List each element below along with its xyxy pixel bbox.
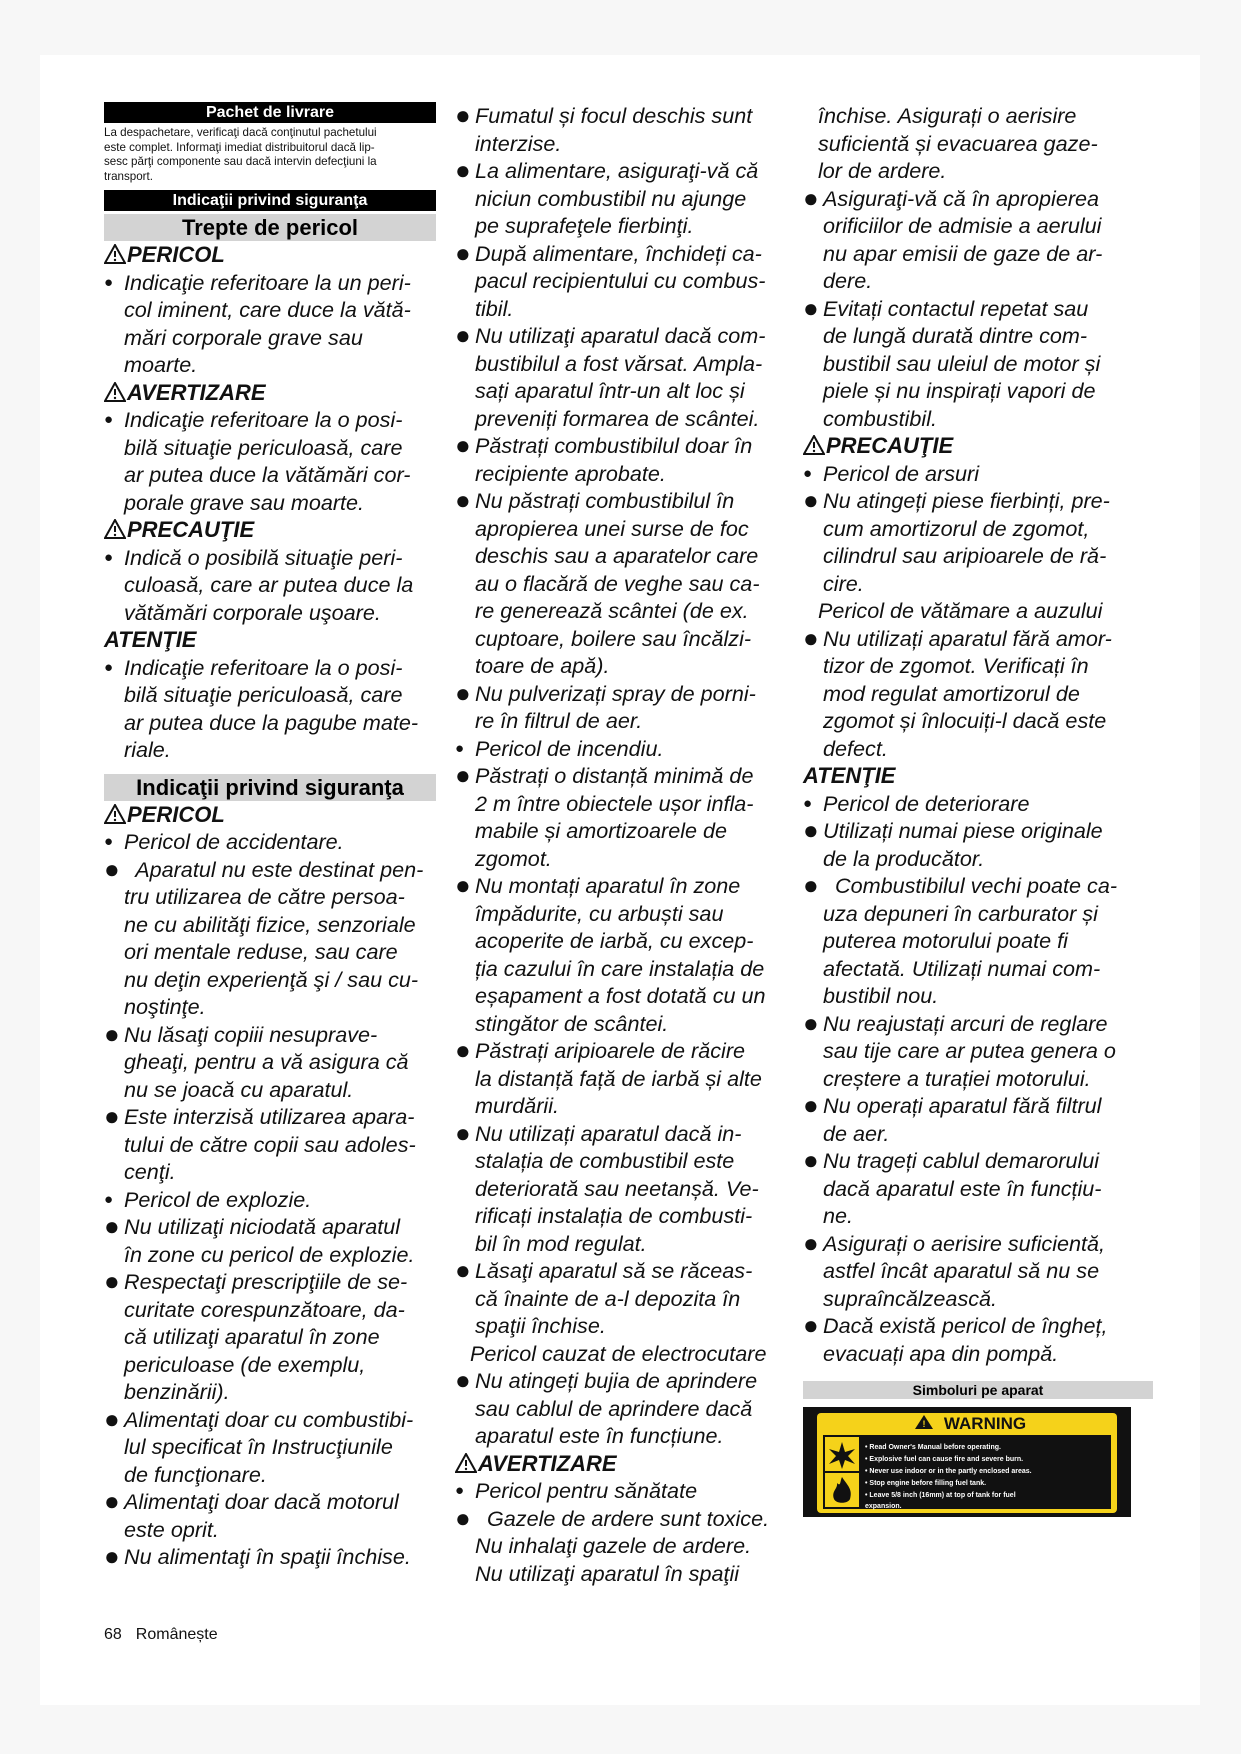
text-line: Nu atingeți piese fierbinți, pre- — [823, 488, 1110, 513]
bullet-icon: ● — [455, 677, 471, 708]
text-line: Asigurați o aerisire suficientă, — [823, 1230, 1106, 1256]
list-item — [455, 1477, 805, 1505]
page-number: 68 — [104, 1626, 122, 1643]
text-line: bil în mod regulat. — [475, 1230, 647, 1256]
text-line: noştinţe. — [124, 994, 206, 1019]
label-line: • Stop engine before filling fuel tank. — [865, 1480, 987, 1487]
list-item — [803, 1092, 1153, 1147]
bullet-icon: ● — [104, 1211, 120, 1241]
label-line: • Read Owner's Manual before operating. — [865, 1444, 1001, 1451]
text-line: niciun combustibil nu ajunge — [475, 185, 747, 211]
text-line: puterea motorului poate fi — [823, 928, 1068, 953]
text-line: tului de către copii sau adoles- — [124, 1131, 416, 1157]
list-item — [455, 1117, 805, 1258]
bullet-icon: ● — [104, 833, 114, 850]
text-line: au o flacără de veghe sau ca- — [475, 570, 760, 596]
bullet-icon: ● — [455, 1255, 471, 1285]
text-line: suficientă și evacuarea gaze- — [818, 130, 1098, 156]
text-line: supraîncălzească. — [823, 1285, 998, 1311]
text-line: re în filtrul de aer. — [475, 708, 643, 733]
text-line: Nu utilizaţi niciodată aparatul — [124, 1214, 401, 1239]
safety-list — [104, 828, 436, 1571]
bullet-icon: ● — [455, 155, 471, 185]
text-line: Indicaţie referitoare la o posi- — [124, 654, 403, 680]
text-line: lor de ardere. — [818, 158, 947, 183]
text-line: uza depuneri în carburator și — [823, 900, 1098, 926]
bullet-icon: ● — [104, 411, 114, 428]
text-line: Asiguraţi-vă că în apropierea — [823, 185, 1100, 211]
column-1 — [104, 102, 436, 1571]
warning-head-label: PRECAUŢIE — [826, 433, 954, 458]
list-item — [455, 237, 805, 323]
text-line: zgomot și înlocuiți-l dacă este — [823, 708, 1107, 733]
text-line: benzinării). — [124, 1379, 230, 1404]
bullet-icon: ● — [803, 1007, 819, 1038]
label-heading: WARNING — [943, 1414, 1027, 1433]
text-line: Aparatul nu este destinat pen- — [124, 856, 424, 882]
warning-head-label: PERICOL — [127, 242, 225, 267]
text-line: afectată. Utilizați numai com- — [823, 955, 1101, 981]
bullet-icon: ● — [803, 1090, 819, 1120]
text-line: ne cu abilităţi fizice, senzoriale — [124, 911, 416, 937]
text-line: Nu inhalaţi gazele de ardere. — [475, 1533, 752, 1558]
text-line: în zone cu pericol de explozie. — [124, 1241, 415, 1267]
text-line: este oprit. — [124, 1516, 219, 1542]
text-line: bustibil nou. — [823, 983, 939, 1008]
text-line: Nu lăsaţi copiii nesuprave- — [124, 1021, 378, 1047]
warning-head-avertizare — [104, 379, 436, 407]
list-item — [803, 790, 1153, 818]
label-line: • Never use indoor or in the partly enclosed areas. — [865, 1468, 1032, 1475]
text-line: tibil. — [475, 295, 514, 321]
text-line: de lungă durată dintre com- — [823, 323, 1088, 348]
bullet-icon: ● — [455, 237, 471, 268]
warning-triangle-icon — [104, 804, 126, 824]
text-line: Indică o posibilă situaţie peri- — [124, 544, 403, 570]
text-line: dere. — [823, 268, 873, 293]
text-line: Pericol de arsuri — [823, 460, 980, 486]
list-item — [455, 487, 805, 680]
column-2 — [455, 102, 805, 1587]
bullet-icon: ● — [455, 1482, 465, 1499]
text-line: mări corporale grave sau — [124, 324, 363, 350]
column-3 — [803, 102, 1153, 1517]
warning-head — [803, 762, 1153, 790]
text-line: cilindrul sau aripioarele de ră- — [823, 543, 1107, 568]
text-line: ori mentale reduse, sau care — [124, 939, 398, 964]
delivery-text-line: transport. — [104, 169, 153, 183]
bullet-icon: ● — [104, 1403, 120, 1434]
safety-heading: Indicaţii privind siguranţa — [104, 190, 436, 211]
warning-head — [803, 432, 1153, 460]
text-line: Nu păstrați combustibilul în — [475, 488, 735, 513]
text-line: Nu utilizaţi aparatul dacă com- — [475, 323, 766, 348]
list-item — [455, 677, 805, 735]
text-line: sau cablul de aprindere dacă — [475, 1395, 753, 1421]
bullet-icon: ● — [104, 1190, 114, 1208]
text-line: de funcţionare. — [124, 1461, 267, 1487]
text-line: La alimentare, asiguraţi-vă că — [475, 158, 759, 183]
text-line: combustibil. — [823, 405, 938, 431]
text-line: spaţii închise. — [475, 1313, 606, 1338]
bullet-icon: ● — [803, 292, 819, 323]
list-item — [455, 432, 805, 487]
text-line: recipiente aprobate. — [475, 460, 666, 486]
list-item — [104, 544, 436, 627]
list-item — [803, 1312, 1153, 1367]
symbols-heading: Simboluri pe aparat — [803, 1381, 1153, 1399]
text-line: stingător de scântei. — [475, 1010, 669, 1036]
text-line: vătămări corporale uşoare. — [124, 599, 381, 625]
warning-head-label: PRECAUŢIE — [127, 517, 255, 542]
text-line: acoperite de iarbă, cu excep- — [475, 928, 754, 953]
page-footer — [104, 1626, 232, 1644]
text-line: tru utilizarea de către persoa- — [124, 884, 405, 909]
text-line: 2 m între obiectele ușor infla- — [475, 790, 754, 816]
warning-head-pericol — [104, 241, 436, 269]
bullet-icon: ● — [104, 1541, 120, 1571]
text-line: ția cazului în care instalația de — [475, 955, 765, 981]
bullet-icon: ● — [803, 794, 813, 812]
bullet-icon: ● — [104, 548, 114, 566]
list-item — [455, 1037, 805, 1120]
warning-triangle-icon — [104, 382, 126, 402]
warning-head — [455, 1450, 805, 1478]
text-line: preveniți formarea de scântei. — [475, 405, 760, 431]
text-line: creștere a turației motorului. — [823, 1065, 1091, 1091]
label-line: • Leave 5/8 inch (16mm) at top of tank for fuel — [865, 1492, 1016, 1499]
text-line: Pericol de explozie. — [124, 1186, 312, 1212]
text-line: Nu operați aparatul fără filtrul — [823, 1093, 1102, 1118]
warning-triangle-icon — [803, 435, 825, 455]
text-line: murdării. — [475, 1093, 559, 1118]
text-line: defect. — [823, 735, 888, 761]
text-line: toare de apă). — [475, 653, 610, 678]
list-item — [803, 460, 1153, 488]
text-line: Este interzisă utilizarea apara- — [124, 1104, 415, 1129]
text-line: curitate corespunzătoare, da- — [124, 1296, 405, 1322]
safety-heading-2: Indicaţii privind siguranţa — [104, 774, 436, 801]
bullet-icon: ● — [455, 485, 471, 515]
text-line: Pericol de accidentare. — [124, 829, 344, 854]
delivery-text-line: este complet. Informaţi imediat distribuitorul dacă lip- — [104, 140, 375, 154]
text-line: piele și nu inspirați vapori de — [823, 378, 1096, 403]
text-line: Combustibilul vechi poate ca- — [823, 873, 1118, 898]
bullet-icon: ● — [104, 1018, 120, 1049]
text-line: bilă situaţie periculoasă, care — [124, 434, 403, 460]
warning-label-image — [803, 1407, 1131, 1517]
list-item — [104, 1403, 436, 1489]
warning-head-precautie — [104, 516, 436, 544]
text-line: cire. — [823, 570, 864, 596]
text-line: col iminent, care duce la vătă- — [124, 297, 411, 322]
list-item — [104, 1543, 436, 1571]
text-line: de aer. — [823, 1120, 890, 1146]
warning-head-label: AVERTIZARE — [127, 379, 266, 405]
bullet-icon: ● — [455, 1365, 471, 1395]
warning-head-pericol-2 — [104, 801, 436, 829]
warning-head-atentie: ATENŢIE — [104, 627, 197, 652]
text-line: tizor de zgomot. Verificați în — [823, 653, 1089, 678]
text-line: nu apar emisii de gaze de ar- — [823, 240, 1103, 266]
text-line: porale grave sau moarte. — [124, 489, 365, 515]
list-item — [104, 828, 436, 856]
text-line: cum amortizorul de zgomot, — [823, 515, 1090, 541]
list-item — [104, 1018, 436, 1104]
list-item — [104, 1186, 436, 1214]
bullet-icon: ● — [455, 100, 471, 130]
list-item — [803, 1147, 1153, 1230]
list-item — [803, 622, 1153, 763]
text-line: mabile și amortizoarele de — [475, 818, 728, 843]
svg-text:!: ! — [922, 1419, 926, 1429]
text-line: Păstrați o distanță minimă de — [475, 763, 754, 788]
text-line: Fumatul și focul deschis sunt — [475, 103, 753, 128]
list-item — [803, 597, 1153, 625]
safety-list — [455, 102, 805, 1587]
text-line: cenţi. — [124, 1159, 176, 1184]
text-line: Pericol cauzat de electrocutare — [470, 1340, 767, 1366]
bullet-icon: ● — [455, 1117, 471, 1148]
text-line: Nu reajustați arcuri de reglare — [823, 1010, 1108, 1036]
text-line: Nu alimentaţi în spaţii închise. — [124, 1544, 411, 1569]
text-line: deschis sau a aparatelor care — [475, 543, 759, 568]
list-item — [803, 182, 1153, 295]
text-line: riale. — [124, 737, 171, 762]
list-item — [104, 654, 436, 764]
list-item — [104, 1213, 436, 1268]
text-line: bustibil sau uleiul de motor și — [823, 350, 1101, 376]
text-line: Nu utilizați aparatul fără amor- — [823, 625, 1112, 651]
text-line: Utilizați numai piese originale — [823, 818, 1103, 843]
text-line: astfel încât aparatul să nu se — [823, 1258, 1100, 1283]
list-item — [104, 853, 436, 1021]
text-line: Respectaţi prescripţiile de se- — [124, 1269, 408, 1294]
text-line: Nu atingeți bujia de aprindere — [475, 1368, 758, 1393]
bullet-icon: ● — [803, 182, 819, 213]
delivery-text — [104, 126, 436, 184]
text-line: sați aparatul într-un alt loc și — [475, 378, 745, 403]
bullet-icon: ● — [104, 1101, 120, 1131]
list-item — [455, 1502, 805, 1588]
text-line: Nu utilizați aparatul dacă in- — [475, 1120, 742, 1146]
warning-triangle-icon — [104, 244, 126, 264]
list-item — [104, 269, 436, 379]
bullet-icon: ● — [803, 622, 819, 653]
list-item — [455, 102, 805, 157]
text-line: După alimentare, închideți ca- — [475, 240, 762, 266]
delivery-text-line: sesc părţi componente sau dacă intervin defecţiuni la — [104, 155, 377, 168]
text-line: Dacă există pericol de îngheț, — [823, 1313, 1108, 1338]
bullet-icon: ● — [455, 1502, 471, 1533]
list-item — [104, 1268, 436, 1406]
text-line: Alimentaţi doar dacă motorul — [124, 1489, 399, 1514]
text-line: orificiilor de admisie a aerului — [823, 213, 1102, 238]
label-line: • Explosive fuel can cause fire and severe burn. — [865, 1456, 1024, 1463]
list-item — [455, 1367, 805, 1450]
list-item — [455, 157, 805, 240]
list-item — [803, 292, 1153, 433]
bullet-icon: ● — [455, 739, 465, 757]
text-line: nu se joacă cu aparatul. — [124, 1076, 354, 1102]
list-item — [104, 1488, 436, 1543]
text-line: culoasă, care ar putea duce la — [124, 572, 414, 597]
bullet-icon: ● — [803, 1310, 819, 1340]
label-line: expansion. — [865, 1503, 902, 1510]
text-line: de la producător. — [823, 845, 985, 871]
text-line: Alimentaţi doar cu combustibi- — [124, 1406, 414, 1432]
list-item — [104, 1103, 436, 1186]
bullet-icon: ● — [455, 1035, 471, 1065]
text-line: pe suprafeţele fierbinţi. — [475, 213, 694, 238]
text-line: cuptoare, boilere sau încălzi- — [475, 625, 752, 651]
safety-list — [803, 102, 1153, 1367]
bullet-icon: ● — [104, 1486, 120, 1516]
text-line: rificați instalația de combusti- — [475, 1203, 753, 1228]
text-line: Lăsaţi aparatul să se răceas- — [475, 1258, 753, 1283]
bullet-icon: ● — [104, 853, 120, 884]
text-line: ar putea duce la vătămări cor- — [124, 462, 411, 487]
list-item — [803, 1007, 1153, 1093]
list-item — [803, 817, 1153, 872]
text-line: re generează scântei (de ex. — [475, 598, 749, 623]
text-line: Indicaţie referitoare la o posi- — [124, 407, 403, 432]
text-line: pacul recipientului cu combus- — [475, 268, 766, 293]
warning-triangle-icon — [455, 1453, 477, 1473]
bullet-icon: ● — [803, 870, 819, 900]
text-line: lul specificat în Instrucţiunile — [124, 1434, 393, 1459]
list-item — [455, 1257, 805, 1340]
text-line: Păstrați combustibilul doar în — [475, 433, 753, 458]
list-item — [104, 406, 436, 516]
text-line: Evitați contactul repetat sau — [823, 295, 1089, 321]
text-line: zgomot. — [475, 845, 552, 871]
bullet-icon: ● — [455, 870, 471, 900]
warning-head-label: ATENŢIE — [803, 763, 896, 788]
text-line: sau tije care ar putea genera o — [823, 1038, 1116, 1063]
bullet-icon: ● — [104, 1266, 120, 1296]
list-item — [455, 762, 805, 872]
list-item — [455, 735, 805, 763]
bullet-icon: ● — [104, 658, 114, 676]
text-line: bustibilul a fost vărsat. Ampla- — [475, 350, 763, 376]
text-line: apropierea unei surse de foc — [475, 515, 749, 541]
list-item — [803, 872, 1153, 1010]
text-line: aparatul este în funcțiune. — [475, 1423, 724, 1448]
text-line: bilă situaţie periculoasă, care — [124, 682, 403, 707]
text-line: evacuați apa din pompă. — [823, 1340, 1059, 1366]
text-line: moarte. — [124, 352, 198, 377]
text-line: închise. Asigurați o aerisire — [818, 103, 1077, 128]
text-line: Gazele de ardere sunt toxice. — [475, 1505, 770, 1531]
text-line: Păstrați aripioarele de răcire — [475, 1038, 746, 1063]
bullet-icon: ● — [455, 430, 471, 460]
text-line: Pericol de deteriorare — [823, 790, 1030, 816]
bullet-icon: ● — [803, 815, 819, 845]
text-line: că utilizaţi aparatul în zone — [124, 1324, 380, 1349]
bullet-icon: ● — [803, 464, 813, 482]
bullet-icon: ● — [803, 485, 819, 515]
text-line: Nu utilizaţi aparatul în spaţii — [475, 1560, 740, 1586]
text-line: împădurite, cu arbuști sau — [475, 900, 724, 926]
text-line: ar putea duce la pagube mate- — [124, 709, 419, 735]
text-line: periculoase (de exemplu, — [124, 1351, 366, 1377]
text-line: stalația de combustibil este — [475, 1148, 735, 1173]
bullet-icon: ● — [104, 273, 114, 291]
text-line: Nu trageți cablul demarorului — [823, 1148, 1100, 1173]
list-item — [803, 102, 1153, 185]
text-line: interzise. — [475, 130, 562, 156]
text-line: eșapament a fost dotată cu un — [475, 983, 766, 1008]
text-line: gheaţi, pentru a vă asigura că — [124, 1049, 409, 1074]
warning-head-label: PERICOL — [127, 801, 225, 827]
text-line: ne. — [823, 1203, 854, 1228]
list-item — [803, 1227, 1153, 1313]
footer-language: Românește — [135, 1626, 218, 1643]
list-item — [455, 322, 805, 432]
bullet-icon: ● — [455, 760, 471, 790]
text-line: Pericol pentru sănătate — [475, 1478, 698, 1503]
danger-levels-heading: Trepte de pericol — [104, 214, 436, 241]
list-item — [803, 487, 1153, 597]
text-line: mod regulat amortizorul de — [823, 680, 1080, 706]
warning-triangle-icon — [104, 519, 126, 539]
text-line: Nu montați aparatul în zone — [475, 873, 741, 898]
text-line: nu deţin experienţă şi / sau cu- — [124, 966, 419, 992]
bullet-icon: ● — [803, 1145, 819, 1175]
text-line: Indicaţie referitoare la un peri- — [124, 269, 411, 295]
delivery-text-line: La despachetare, verificaţi dacă conţinutul pachetului — [104, 126, 377, 139]
delivery-heading: Pachet de livrare — [104, 102, 436, 123]
text-line: Pericol de incendiu. — [475, 735, 664, 761]
text-line: la distanță față de iarbă și alte — [475, 1065, 762, 1091]
warning-head-label: AVERTIZARE — [478, 1450, 617, 1476]
text-line: Nu pulverizați spray de porni- — [475, 680, 756, 706]
text-line: Pericol de vătămare a auzului — [818, 598, 1103, 623]
bullet-icon: ● — [455, 320, 471, 350]
list-item — [455, 1340, 805, 1368]
text-line: deteriorată sau neetanșă. Ve- — [475, 1175, 759, 1201]
text-line: dacă aparatul este în funcțiu- — [823, 1175, 1102, 1201]
text-line: că înainte de a-l depozita în — [475, 1285, 741, 1311]
bullet-icon: ● — [803, 1227, 819, 1258]
list-item — [455, 872, 805, 1037]
